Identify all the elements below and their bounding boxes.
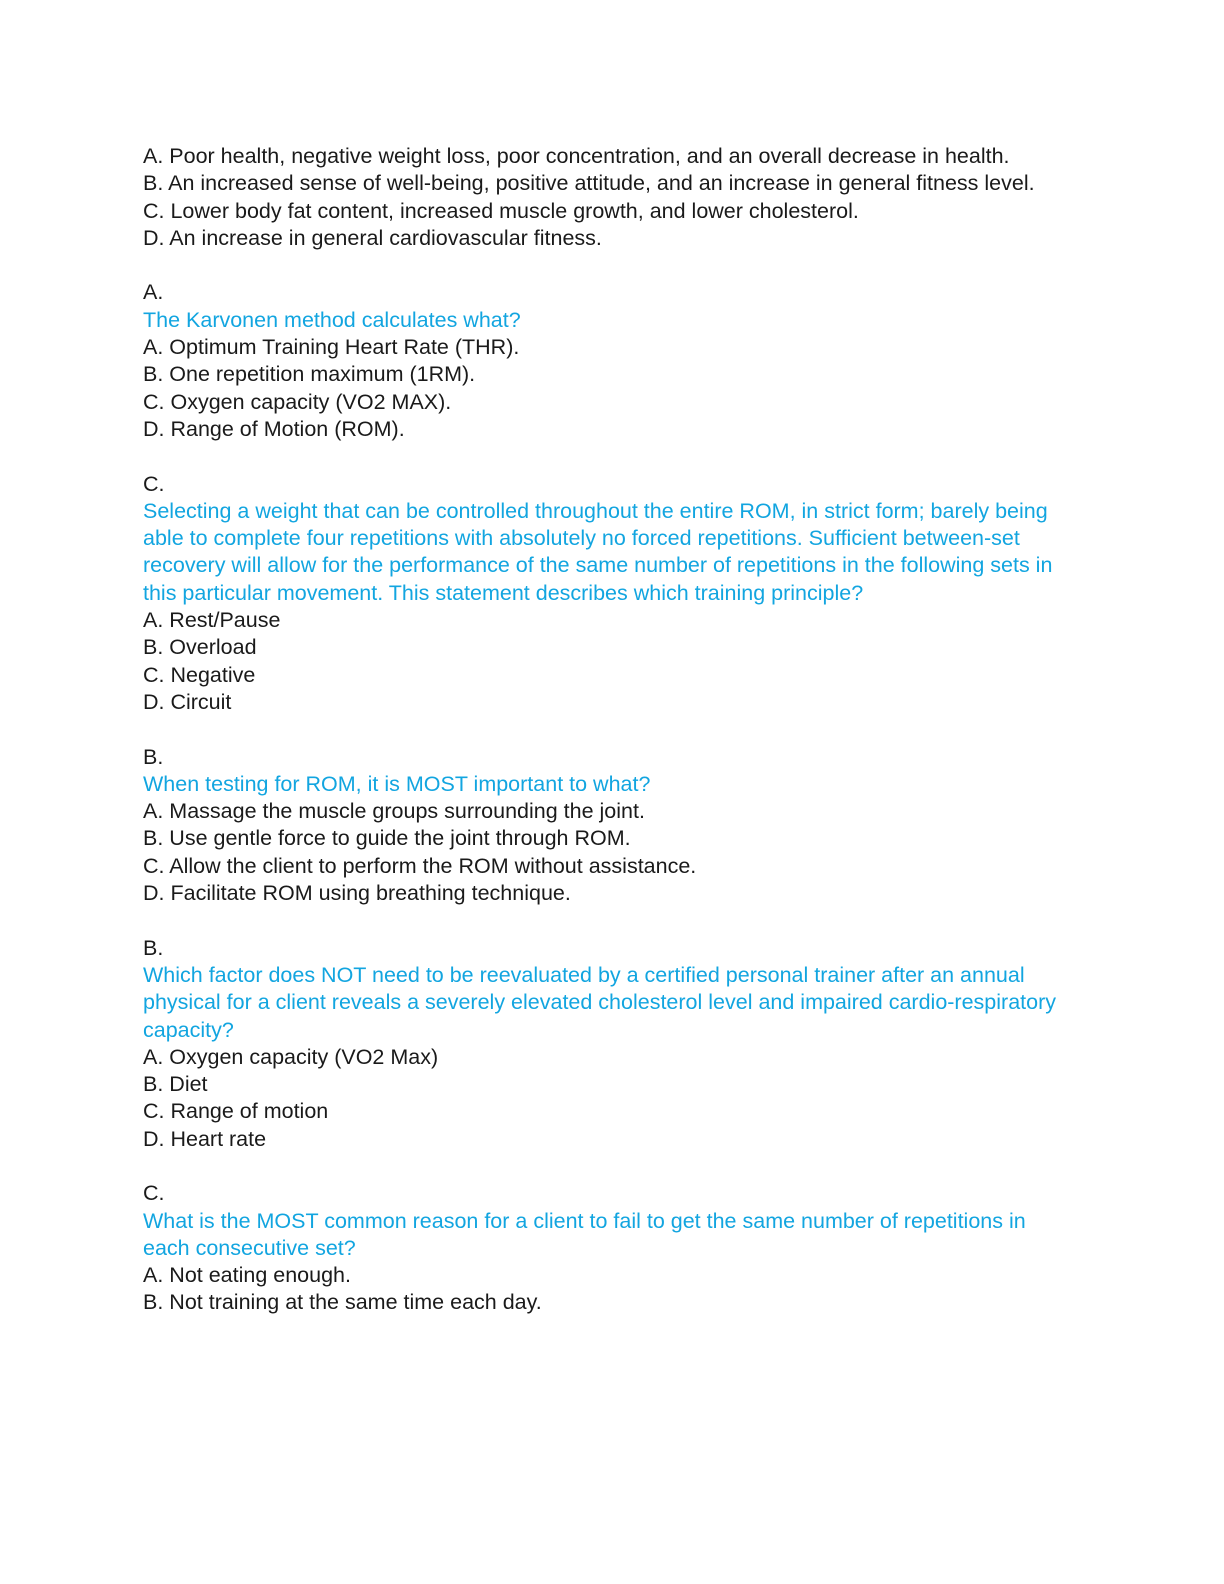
document-page: [143, 143, 1078, 1317]
question-text: When testing for ROM, it is MOST important to what?: [143, 771, 651, 796]
correct-answer: A.: [143, 280, 164, 305]
question-text: Selecting a weight that can be controlled throughout the entire ROM, in strict form; barely being able to complete four repetitions with absolutely no forced repetitions. Sufficient between-set recovery will allow for the performance of the same number of repetitions in the following sets in this particular movement. This statement describes which training principle?: [143, 498, 1053, 605]
answer-option: A. Massage the muscle groups surrounding the joint.: [143, 799, 645, 824]
qa-block: [143, 771, 1078, 962]
correct-answer: B.: [143, 935, 164, 960]
question-text: What is the MOST common reason for a client to fail to get the same number of repetitions in each consecutive set?: [143, 1208, 1026, 1260]
answer-option: B. Not training at the same time each day.: [143, 1290, 542, 1315]
spacer: [143, 716, 1078, 743]
question-text: The Karvonen method calculates what?: [143, 307, 521, 332]
answer-option: D. Facilitate ROM using breathing technique.: [143, 881, 571, 906]
answer-option: B. One repetition maximum (1RM).: [143, 362, 476, 387]
answer-option: A. Poor health, negative weight loss, poor concentration, and an overall decrease in health.: [143, 144, 1010, 168]
qa-block: [143, 1208, 1078, 1317]
answer-option: D. An increase in general cardiovascular fitness.: [143, 225, 602, 250]
answer-option: A. Oxygen capacity (VO2 Max): [143, 1044, 439, 1069]
qa-block: [143, 962, 1078, 1208]
spacer: [143, 443, 1078, 470]
correct-answer: C.: [143, 471, 165, 496]
answer-option: D. Circuit: [143, 689, 232, 714]
answer-option: D. Heart rate: [143, 1126, 267, 1151]
qa-block: [143, 307, 1078, 498]
answer-option: B. Use gentle force to guide the joint through ROM.: [143, 826, 631, 851]
correct-answer: C.: [143, 1181, 165, 1206]
answer-option: C. Lower body fat content, increased muscle growth, and lower cholesterol.: [143, 198, 859, 223]
answer-option: C. Range of motion: [143, 1099, 329, 1124]
answer-option: A. Rest/Pause: [143, 608, 281, 633]
question-text: Which factor does NOT need to be reevaluated by a certified personal trainer after an annual physical for a client reveals a severely elevated cholesterol level and impaired cardio-respiratory capacity?: [143, 962, 1056, 1042]
qa-block: [143, 498, 1078, 771]
answer-option: C. Oxygen capacity (VO2 MAX).: [143, 389, 452, 414]
answer-option: C. Negative: [143, 662, 256, 687]
answer-option: B. Overload: [143, 635, 257, 660]
qa-block: [143, 143, 1078, 307]
spacer: [143, 1153, 1078, 1180]
correct-answer: B.: [143, 744, 164, 769]
answer-option: A. Optimum Training Heart Rate (THR).: [143, 335, 520, 360]
answer-option: D. Range of Motion (ROM).: [143, 416, 405, 441]
answer-option: B. An increased sense of well-being, positive attitude, and an increase in general fitness level.: [143, 171, 1035, 196]
answer-option: C. Allow the client to perform the ROM without assistance.: [143, 853, 697, 878]
spacer: [143, 252, 1078, 279]
answer-option: B. Diet: [143, 1072, 208, 1097]
spacer: [143, 907, 1078, 934]
answer-option: A. Not eating enough.: [143, 1263, 351, 1288]
